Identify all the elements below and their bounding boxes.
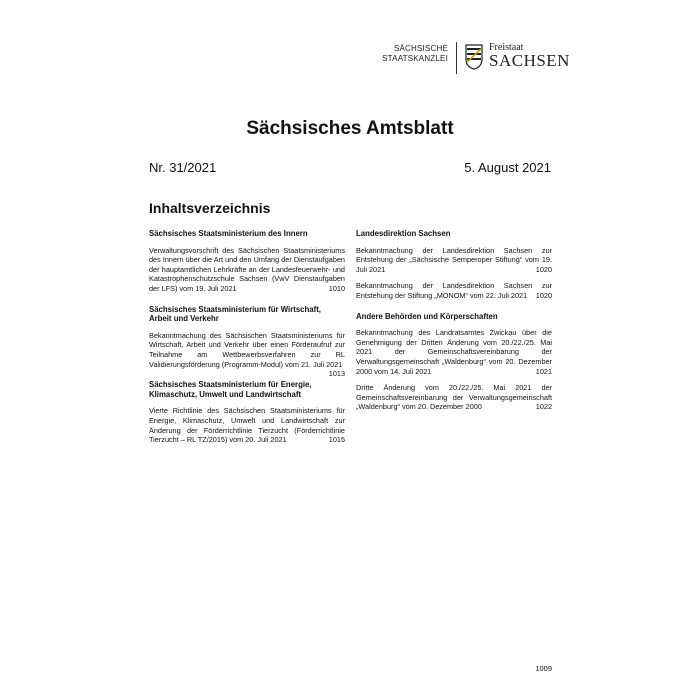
entry-page: 1013 <box>328 369 345 379</box>
toc-section <box>149 304 345 379</box>
sachsen-label: SACHSEN <box>489 51 570 70</box>
org-line-2: STAATSKANZLEI <box>382 54 448 63</box>
logo-divider <box>456 42 457 74</box>
toc-entry <box>149 330 345 379</box>
toc-entry <box>356 246 552 275</box>
entry-text: Dritte Änderung vom 20./22./25. Mai 2021 der Gemeinschaftsvereinbarung der Verwaltungsgemeinschaft „Waldenburg“ vom 20. Dezember 2000 <box>356 383 552 412</box>
staatskanzlei-logo-text <box>372 44 448 64</box>
page-number: 1009 <box>535 664 552 673</box>
toc-entry <box>356 281 552 300</box>
toc-section <box>356 229 552 301</box>
issue-number: Nr. 31/2021 <box>149 160 217 175</box>
section-heading: Sächsisches Staatsministerium für Wirtschaft, Arbeit und Verkehr <box>149 304 321 324</box>
toc-entry <box>356 328 552 376</box>
toc-entry <box>149 246 345 294</box>
section-heading: Landesdirektion Sachsen <box>356 229 451 238</box>
entry-page: 1010 <box>328 283 345 293</box>
entry-text: Bekanntmachung der Landesdirektion Sachsen zur Entstehung der „Sächsische Semperoper Stiftung“ vom 19. Juli 2021 <box>356 245 552 274</box>
saxony-crest-icon <box>465 44 483 70</box>
toc-left-column <box>149 229 345 445</box>
entry-text: Vierte Richtlinie des Sächsischen Staatsministeriums für Energie, Klimaschutz, Umwelt und Landwirtschaft zur Änderung der Förderrichtlinie Tierzucht (Förderrichtlinie Tierzucht – RL TZ/2015) vom 20. Juli 2021 <box>149 406 345 445</box>
toc-section <box>149 229 345 294</box>
issue-date: 5. August 2021 <box>464 160 551 175</box>
toc-entry <box>149 406 345 444</box>
toc-entry <box>356 383 552 412</box>
entry-page: 1021 <box>535 366 552 376</box>
entry-text: Bekanntmachung des Landratsamtes Zwickau über die Genehmigung der Dritten Änderung vom 20./22./25. Mai 2021 der Gemeinschaftsvereinbarung der Verwaltungsgemeinschaft „Waldenburg“ vom 20. Dezember 2000 vom 14. Juli 2021 <box>356 328 552 376</box>
toc-section <box>356 312 552 412</box>
entry-page: 1020 <box>535 264 552 274</box>
freistaat-label: Freistaat <box>489 42 524 53</box>
section-heading: Sächsisches Staatsministerium für Energie, Klimaschutz, Umwelt und Landwirtschaft <box>149 380 312 399</box>
org-line-1: SÄCHSISCHE <box>393 44 448 53</box>
entry-page: 1022 <box>535 402 552 412</box>
entry-page: 1020 <box>535 290 552 300</box>
entry-text: Bekanntmachung des Sächsischen Staatsministeriums für Wirtschaft, Arbeit und Verkehr über einen Förderaufruf zur Teilnahme am Wettbewerbsverfahren zur RL Validierungsförderung (Programm-Modul) vom 21. Juli 2021 <box>149 330 345 369</box>
section-heading: Sächsisches Staatsministerium des Innern <box>149 229 308 238</box>
section-heading: Andere Behörden und Körperschaften <box>356 311 498 321</box>
publication-title: Sächsisches Amtsblatt <box>246 118 454 139</box>
toc-right-column <box>356 229 552 412</box>
entry-text: Bekanntmachung der Landesdirektion Sachsen zur Entstehung der Stiftung „MONOM“ vom 22. Juli 2021 <box>356 281 552 300</box>
toc-section <box>149 380 345 445</box>
entry-text: Verwaltungsvorschrift des Sächsischen Staatsministeriums des Innern über die Art und den Umfang der Dienstaufgaben der hauptamtlichen Lehrkräfte an der Landesfeuerwehr- und Katastrophenschutzschule Sachsen (VwV Dienstaufgaben der LFS) vom 19. Juli 2021 <box>149 245 345 293</box>
toc-heading: Inhaltsverzeichnis <box>149 200 271 216</box>
entry-page: 1015 <box>328 435 345 445</box>
